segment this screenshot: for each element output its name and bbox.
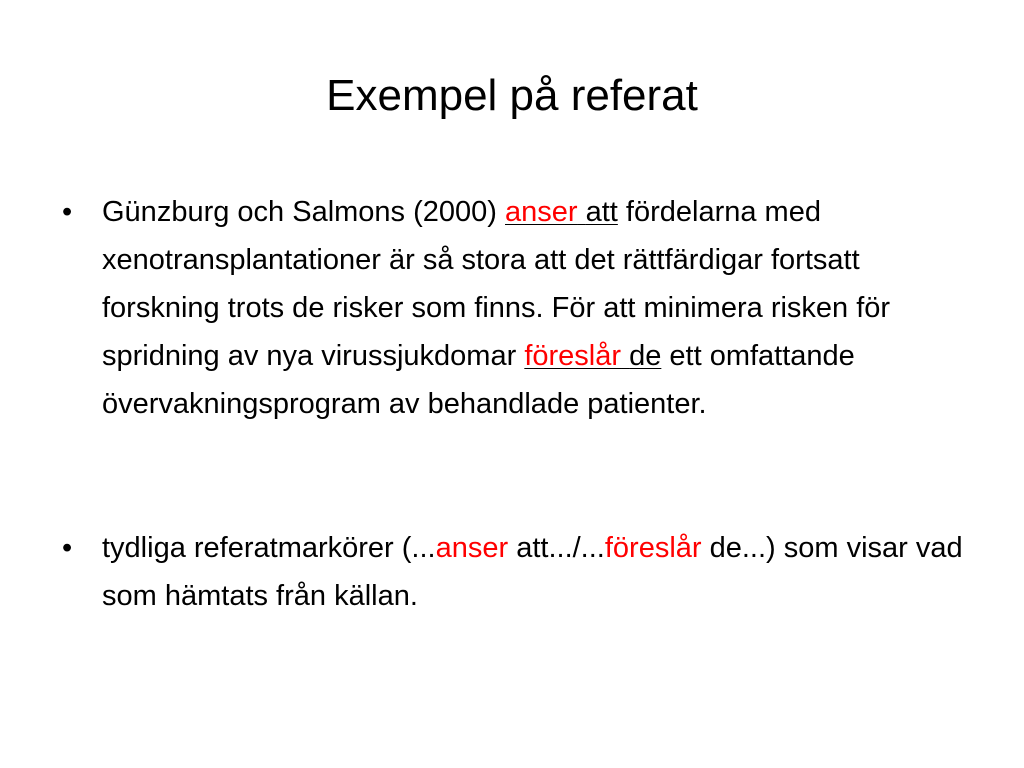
bullet2-verb-anser: anser (435, 532, 509, 564)
bullet2-text-before: tydliga referatmarkörer (... (102, 532, 436, 564)
bullet1-verb-anser: anser (505, 196, 578, 228)
bullet2-verb-foreslar: föreslår (604, 532, 702, 564)
slide-title: Exempel på referat (326, 71, 698, 120)
bullet1-conj-de: de (629, 340, 662, 372)
bullet2-text-middle: att.../... (508, 532, 605, 564)
bullet-dot-icon: • (62, 532, 73, 564)
bullet1-text-before: Günzburg och Salmons (2000) (102, 196, 505, 228)
bullet-item-markers (60, 524, 980, 620)
bullet1-verb-foreslar: föreslår (524, 340, 622, 372)
bullet-item-example (60, 188, 980, 428)
bullet1-underlined-phrase-1 (505, 196, 618, 228)
bullet1-underlined-phrase-2 (524, 340, 661, 372)
bullet1-text-middle: fördelarna med xenotransplantationer är så stora att det rättfärdigar fortsatt forskning trots de risker som finns. För att minimera risken för spridning av nya virussjukdomar (102, 196, 891, 372)
bullet1-text-after: ett omfattande övervakningsprogram av behandlade patienter. (102, 340, 855, 420)
bullet1-space-1 (578, 196, 586, 228)
bullet2-text-after: de...) som visar vad som hämtats från källan. (102, 532, 963, 612)
bullet-dot-icon: • (62, 196, 73, 228)
bullet1-conj-att: att (585, 196, 618, 228)
bullet-list (60, 188, 980, 620)
bullet1-space-2 (621, 340, 629, 372)
